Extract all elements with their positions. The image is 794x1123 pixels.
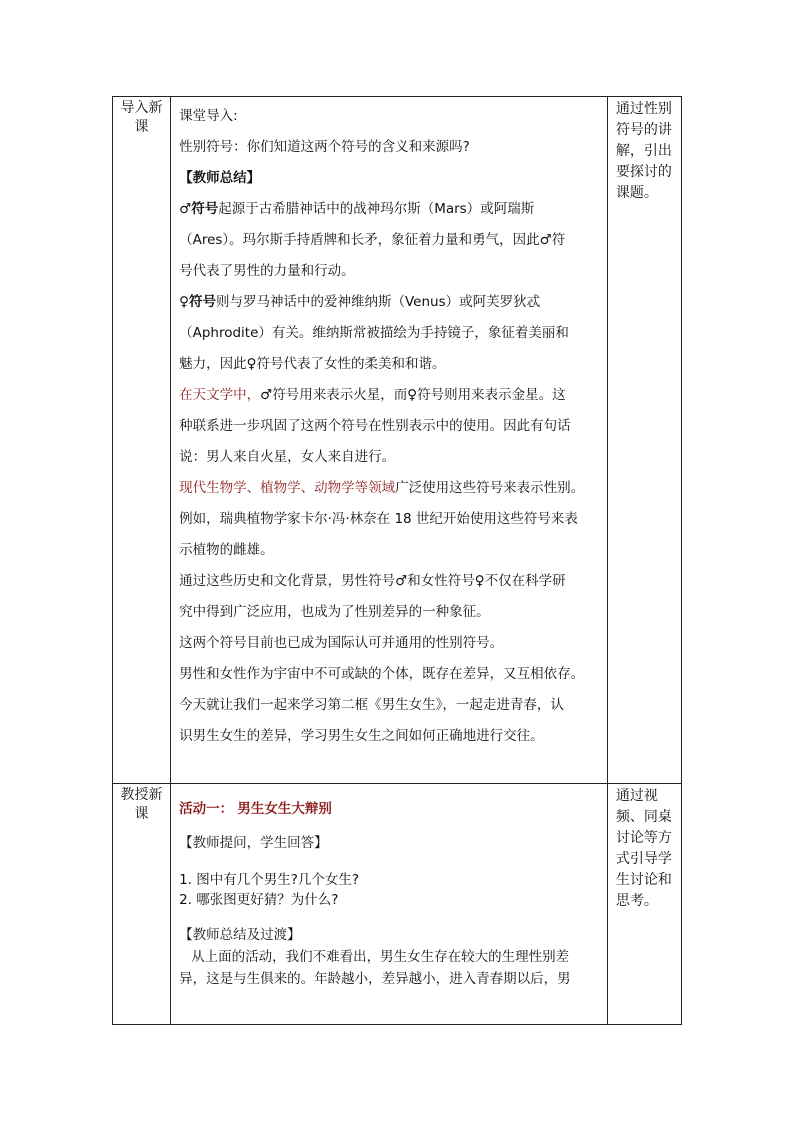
stage-label-cell xyxy=(113,784,171,1025)
design-intent-cell: 通过视频、同桌讨论等方式引导学生讨论和思考。 xyxy=(607,784,681,1025)
activity-label: 活动一： xyxy=(179,801,234,817)
activity-title: 男生女生大辩别 xyxy=(237,801,332,817)
qa-heading: 【教师提问，学生回答】 xyxy=(179,835,328,851)
transition-text-line: 从上面的活动，我们不难看出，男生女生存在较大的生理性别差 xyxy=(191,949,570,965)
table-row xyxy=(113,784,682,1025)
content-cell-teaching xyxy=(171,784,608,1025)
biology-paragraph xyxy=(179,473,601,504)
biology-paragraph-line: 例如，瑞典植物学家卡尔·冯·林奈在 18 世纪开始使用这些符号来表 xyxy=(179,511,578,527)
venus-text: 则与罗马神话中的爱神维纳斯（Venus）或阿芙罗狄忒 xyxy=(215,294,541,310)
transition-text-line: 异，这是与生俱来的。年龄越小，差异越小，进入青春期以后，男 xyxy=(179,971,571,987)
transition-section xyxy=(179,924,601,990)
content-cell-intro xyxy=(171,97,608,784)
history-paragraph-line: 究中得到广泛应用，也成为了性别差异的一种象征。 xyxy=(179,604,490,620)
teacher-summary-heading: 【教师总结】 xyxy=(179,170,261,186)
history-paragraph-line: 通过这些历史和文化背景，男性符号♂和女性符号♀不仅在科学研 xyxy=(179,573,566,589)
intro-question: 性别符号：你们知道这两个符号的含义和来源吗? xyxy=(179,139,470,155)
stage-label-line: 课 xyxy=(134,806,149,822)
mars-text: 起源于古希腊神话中的战神玛尔斯（Mars）或阿瑞斯 xyxy=(218,201,535,217)
venus-paragraph-line: 魅力，因此♀符号代表了女性的柔美和和谐。 xyxy=(179,356,446,372)
intro-title: 课堂导入: xyxy=(179,108,238,124)
stage-label-line: 导入新 xyxy=(120,100,163,116)
lesson-plan-table xyxy=(112,96,682,1025)
biology-highlight: 现代生物学、植物学、动物学等领域 xyxy=(179,480,396,496)
astronomy-text: ♂符号用来表示火星，而♀符号则用来表示金星。这 xyxy=(260,387,566,403)
mars-symbol-label: ♂符号 xyxy=(179,201,219,217)
international-paragraph: 这两个符号目前也已成为国际认可并通用的性别符号。 xyxy=(179,635,504,651)
transition-heading: 【教师总结及过渡】 xyxy=(179,927,301,943)
biology-paragraph-line: 示植物的雌雄。 xyxy=(179,542,274,558)
mars-paragraph-line: 号代表了男性的力量和行动。 xyxy=(179,263,355,279)
biology-text: 广泛使用这些符号来表示性别。 xyxy=(395,480,585,496)
question-list xyxy=(179,870,601,910)
today-paragraph-line: 今天就让我们一起来学习第二框《男生女生》，一起走进青春，认 xyxy=(179,697,564,713)
stage-label-line: 课 xyxy=(134,119,149,135)
astronomy-highlight: 在天文学中， xyxy=(179,387,261,403)
mars-paragraph-line: （Ares）。玛尔斯手持盾牌和长矛，象征着力量和勇气，因此♂符 xyxy=(179,232,566,248)
astronomy-paragraph-line: 种联系进一步巩固了这两个符号在性别表示中的使用。因此有句话 xyxy=(179,418,571,434)
question-item: 2. 哪张图更好猜？为什么? xyxy=(179,892,339,908)
stage-label-line: 教授新 xyxy=(120,787,163,803)
mars-paragraph xyxy=(179,194,601,225)
venus-paragraph-line: （Aphrodite）有关。维纳斯常被描绘为手持镜子，象征着美丽和 xyxy=(179,325,569,341)
today-paragraph-line: 识男生女生的差异，学习男生女生之间如何正确地进行交往。 xyxy=(179,728,544,744)
venus-symbol-label: ♀符号 xyxy=(179,294,216,310)
question-item: 1. 图中有几个男生?几个女生? xyxy=(179,872,360,888)
astronomy-paragraph-line: 说：男人来自火星，女人来自进行。 xyxy=(179,449,396,465)
astronomy-paragraph xyxy=(179,380,601,411)
activity-heading xyxy=(179,798,601,820)
table-row xyxy=(113,97,682,784)
venus-paragraph xyxy=(179,287,601,318)
coexist-paragraph: 男性和女性作为宇宙中不可或缺的个体，既存在差异，又互相依存。 xyxy=(179,666,585,682)
design-intent-cell: 通过性别符号的讲解，引出要探讨的课题。 xyxy=(607,97,681,784)
stage-label-cell xyxy=(113,97,171,784)
